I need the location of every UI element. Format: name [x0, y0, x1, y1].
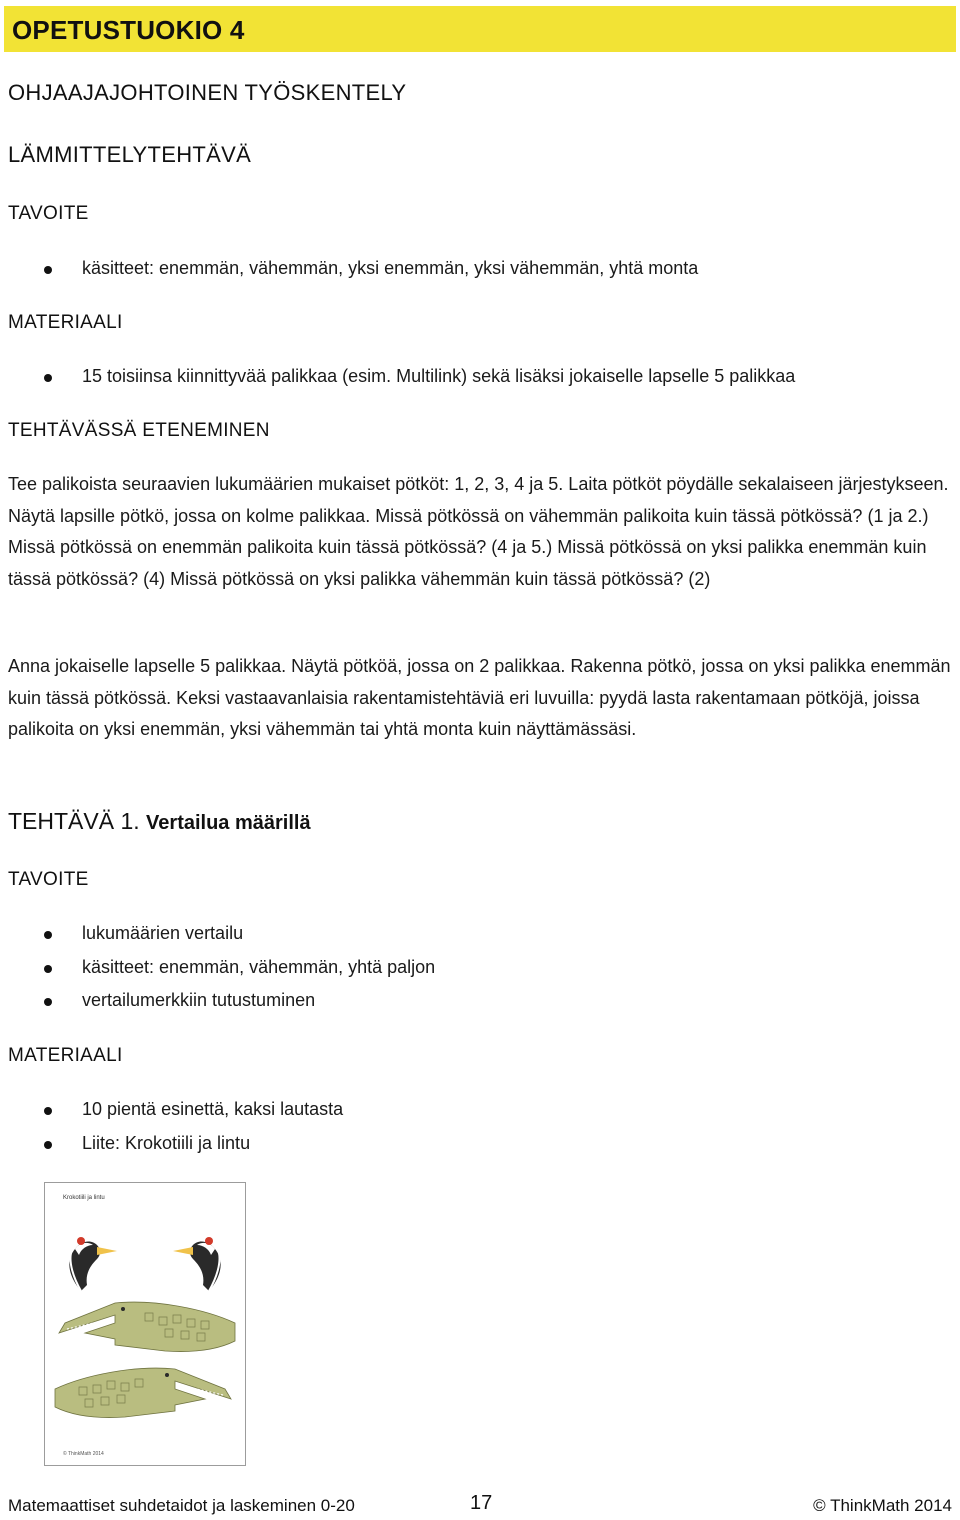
attachment-credit: © ThinkMath 2014: [63, 1451, 104, 1457]
warmup-goal-heading: TAVOITE: [8, 203, 89, 224]
crocodile-upper-icon: [59, 1302, 235, 1351]
task1-material-heading: MATERIAALI: [8, 1045, 123, 1066]
task1-title-rest: Vertailua määrillä: [146, 812, 311, 834]
bullet-icon: [44, 931, 52, 939]
task1-goal-heading: TAVOITE: [8, 869, 89, 890]
crocodile-lower-icon: [55, 1368, 231, 1417]
footer-left: Matemaattiset suhdetaidot ja laskeminen 0-20: [8, 1496, 355, 1515]
warmup-paragraph-1: Tee palikoista seuraavien lukumäärien mukaiset pötköt: 1, 2, 3, 4 ja 5. Laita pötköt pöydälle sekalaiseen järjestykseen. Näytä lapsille pötkö, jossa on kolme palikkaa. Missä pötkössä on vähemmän palikoita kuin tässä pötkössä? (1 ja 2.) Missä pötkössä on enemmän palikoita kuin tässä pötkössä? (4 ja 5.) Missä pötkössä on yksi palikka enemmän kuin tässä pötkössä? (4) Missä pötkössä on yksi palikka vähemmän kuin tässä pötkössä? (2): [8, 474, 949, 589]
bird-right-icon: [173, 1237, 221, 1291]
bird-left-icon: [69, 1237, 117, 1291]
warmup-paragraph-2: Anna jokaiselle lapselle 5 palikkaa. Näytä pötköä, jossa on 2 palikkaa. Rakenna pötkö, jossa on yksi palikka enemmän kuin tässä pötkössä. Keksi vastaavanlaisia rakentamistehtäviä eri luvuilla: pyydä lasta rakentamaan pötköjä, joissa palikoita on yksi enemmän, yksi vähemmän tai yhtä monta kuin näyttämässäsi.: [8, 656, 951, 739]
bullet-icon: [44, 374, 52, 382]
bullet-icon: [44, 1107, 52, 1115]
section-heading: OHJAAJAJOHTOINEN TYÖSKENTELY: [8, 80, 407, 105]
header-banner: [4, 6, 956, 52]
footer-right: © ThinkMath 2014: [813, 1496, 952, 1515]
attachment-title: Krokotiili ja lintu: [63, 1195, 105, 1201]
footer-page-number: 17: [470, 1492, 493, 1514]
warmup-title: LÄMMITTELYTEHTÄVÄ: [8, 142, 252, 167]
bullet-icon: [44, 965, 52, 973]
bullet-icon: [44, 998, 52, 1006]
warmup-material-heading: MATERIAALI: [8, 312, 123, 333]
task1-title-prefix: TEHTÄVÄ 1.: [8, 808, 140, 834]
task1-title: [8, 808, 311, 835]
attachment-illustration: [45, 1183, 245, 1465]
bullet-icon: [44, 1141, 52, 1149]
attachment-thumbnail: [44, 1182, 246, 1466]
warmup-progress-heading: TEHTÄVÄSSÄ ETENEMINEN: [8, 420, 270, 441]
banner-title: OPETUSTUOKIO 4: [12, 15, 245, 45]
bullet-icon: [44, 266, 52, 274]
